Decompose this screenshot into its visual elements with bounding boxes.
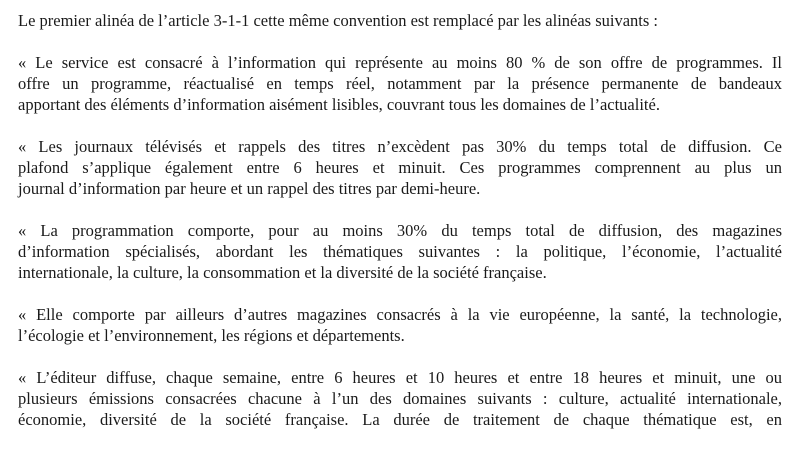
quoted-paragraph xyxy=(18,52,782,115)
text-line: l’écologie et l’environnement, les régions et départements. xyxy=(18,326,405,345)
text-line: « La programmation comporte, pour au moins 30% du temps total de diffusion, des magazines xyxy=(18,221,782,240)
quoted-paragraph xyxy=(18,367,782,430)
quoted-paragraph xyxy=(18,136,782,199)
text-line: économie, diversité de la société française. La durée de traitement de chaque thématique est, en xyxy=(18,410,782,429)
text-line: offre un programme, réactualisé en temps réel, notamment par la présence permanente de bandeaux xyxy=(18,74,782,93)
text-line: « Elle comporte par ailleurs d’autres magazines consacrés à la vie européenne, la santé, la technologie, xyxy=(18,305,782,324)
document-page xyxy=(18,10,782,451)
quoted-paragraph xyxy=(18,220,782,283)
text-line: Le premier alinéa de l’article 3-1-1 cette même convention est remplacé par les alinéas suivants : xyxy=(18,11,659,30)
intro-paragraph xyxy=(18,10,782,31)
text-line: apportant des éléments d’information aisément lisibles, couvrant tous les domaines de l’actualité. xyxy=(18,95,660,114)
text-line: journal d’information par heure et un rappel des titres par demi-heure. xyxy=(18,179,481,198)
text-line: « Les journaux télévisés et rappels des titres n’excèdent pas 30% du temps total de diffusion. Ce xyxy=(18,137,782,156)
text-line: plusieurs émissions consacrées chacune à l’un des domaines suivants : culture, actualité internationale, xyxy=(18,389,782,408)
quoted-paragraph xyxy=(18,304,782,346)
text-line: d’information spécialisés, abordant les thématiques suivantes : la politique, l’économie, l’actualité xyxy=(18,242,782,261)
text-line: internationale, la culture, la consommation et la diversité de la société française. xyxy=(18,263,547,282)
text-line: « Le service est consacré à l’information qui représente au moins 80 % de son offre de programmes. Il xyxy=(18,53,782,72)
text-line: « L’éditeur diffuse, chaque semaine, entre 6 heures et 10 heures et entre 18 heures et minuit, une ou xyxy=(18,368,782,387)
text-line: plafond s’applique également entre 6 heures et minuit. Ces programmes comprennent au plus un xyxy=(18,158,782,177)
